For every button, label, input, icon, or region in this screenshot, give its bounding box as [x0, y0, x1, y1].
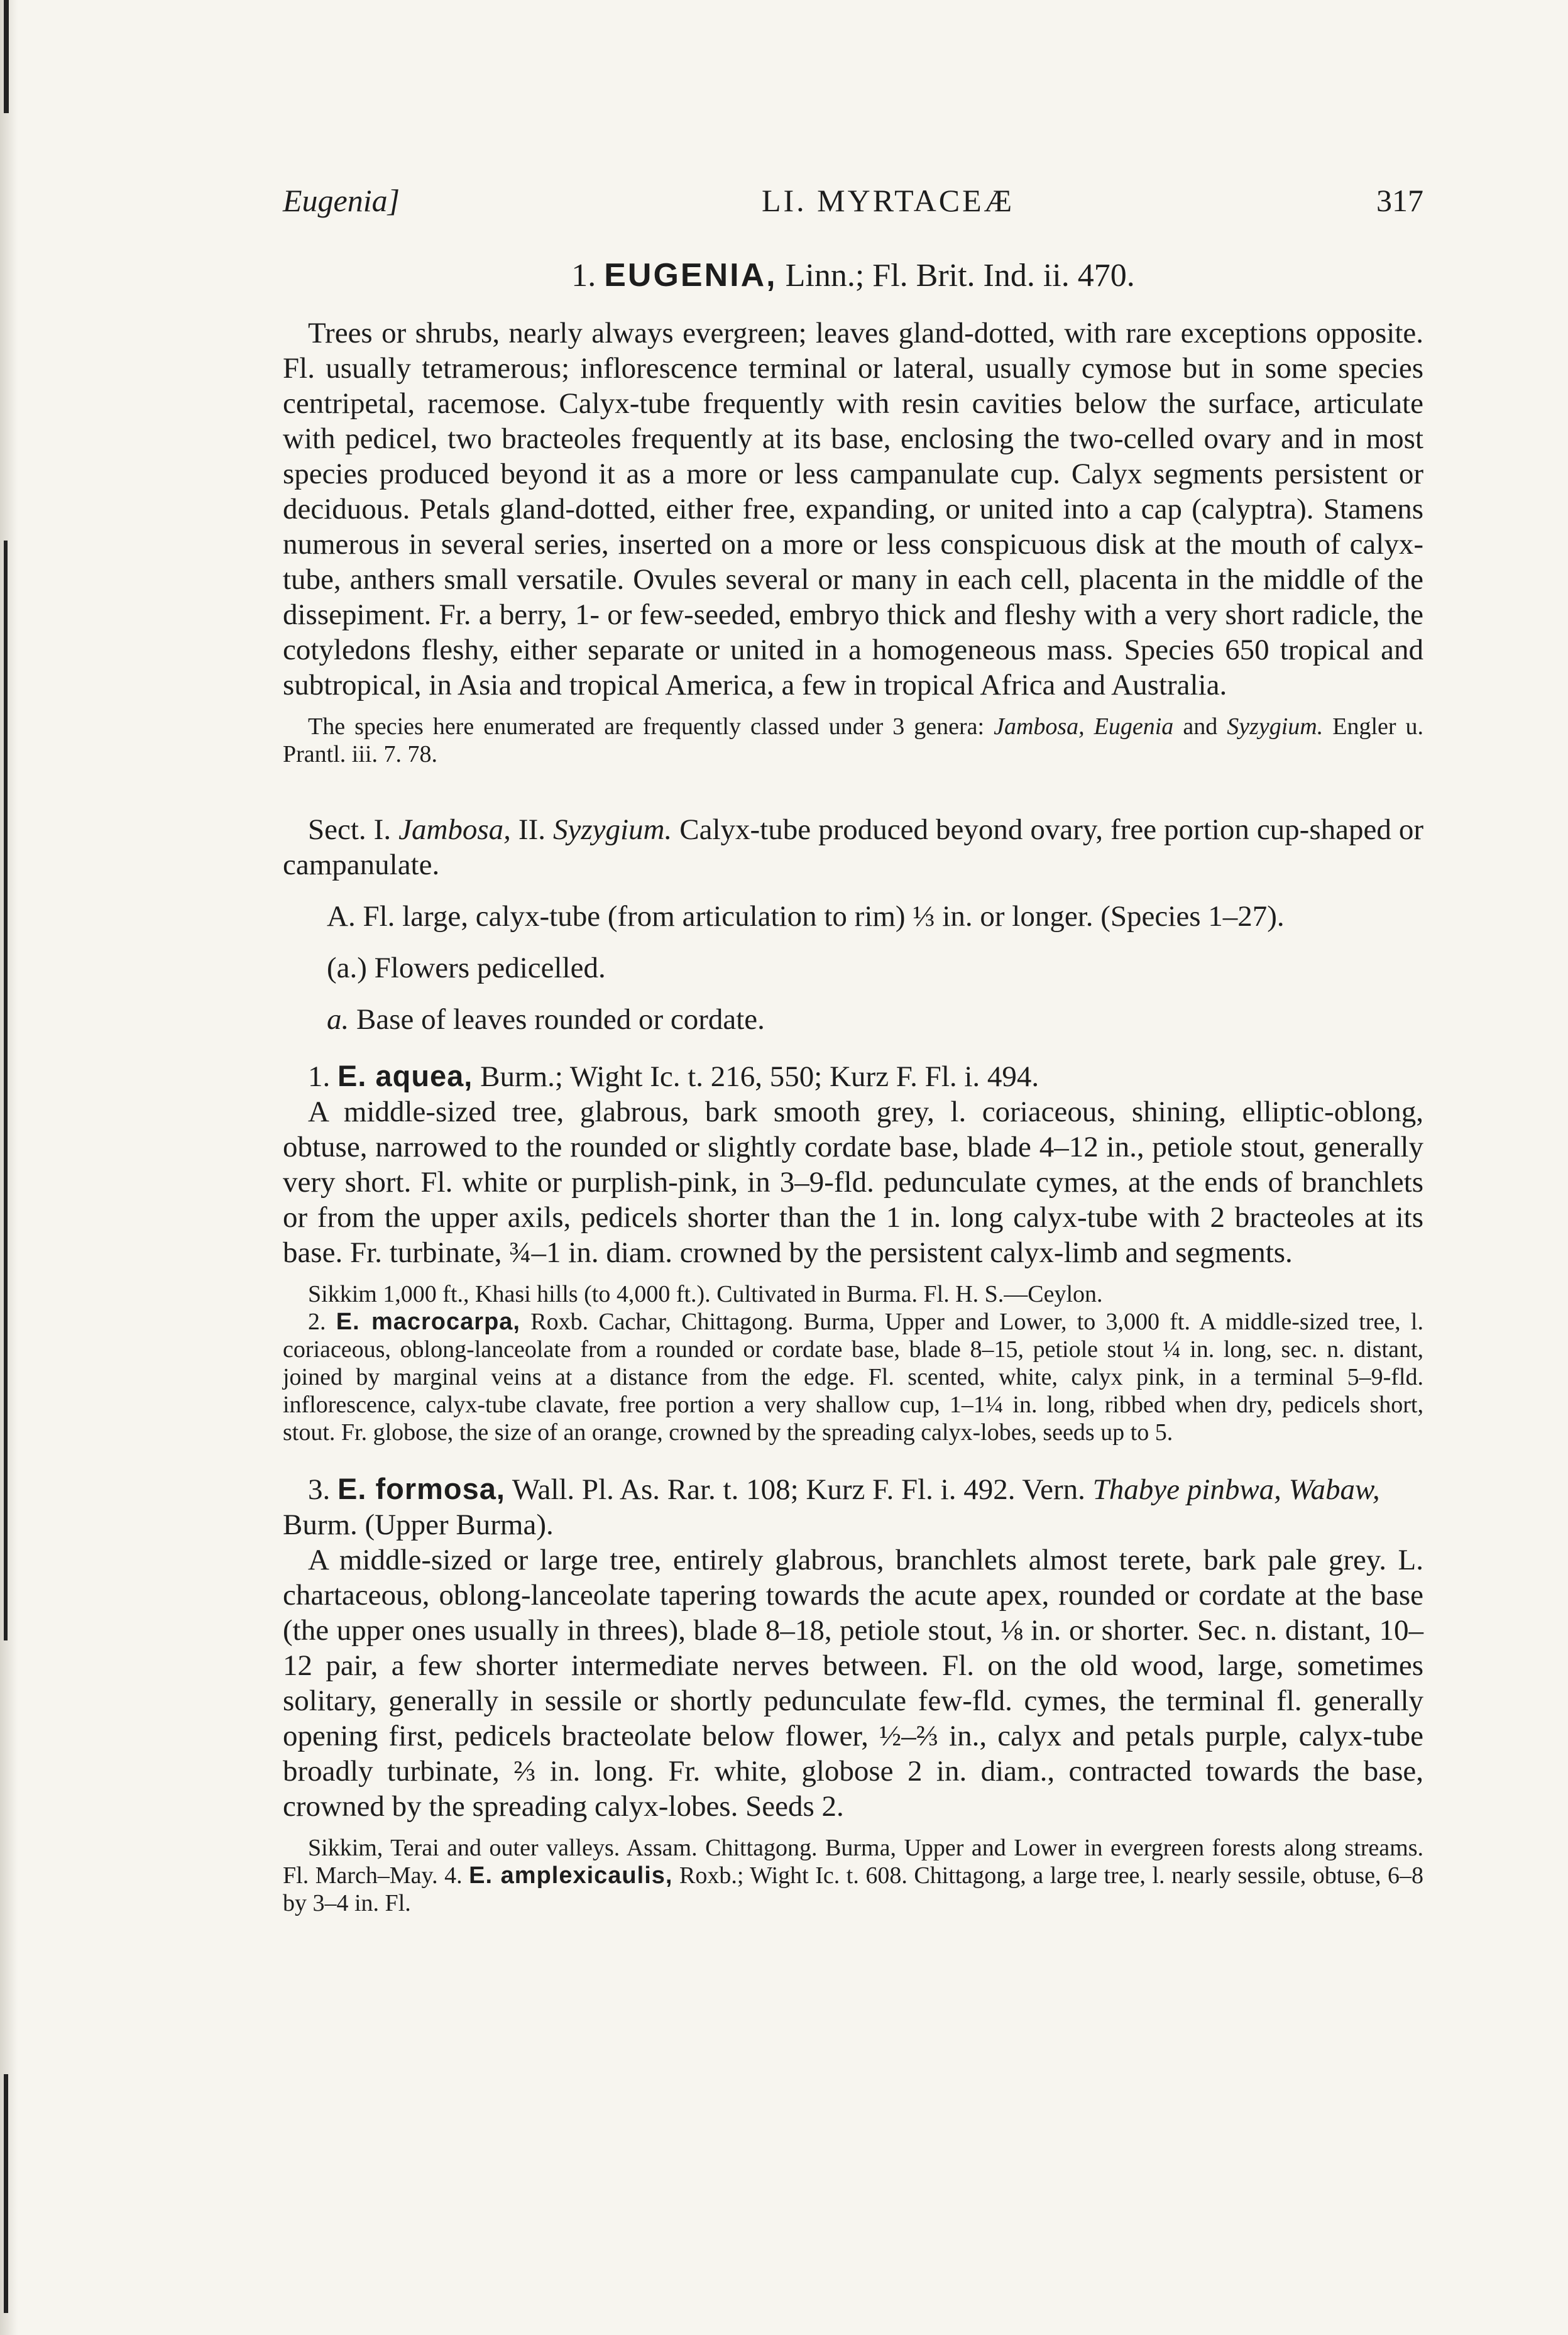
page	[283, 182, 1423, 1917]
species-1-heading: 1. E. aquea, Burm.; Wight Ic. t. 216, 550; Kurz F. Fl. i. 494.	[308, 1059, 1039, 1093]
genus-heading	[283, 256, 1423, 294]
header-left: Eugenia]	[283, 183, 400, 218]
species-1-distribution: Sikkim 1,000 ft., Khasi hills (to 4,000 ft.). Cultivated in Burma. Fl. H. S.—Ceylon.	[308, 1281, 1103, 1307]
genus-note: The species here enumerated are frequently classed under 3 genera: Jambosa, Eugenia and Syzygium. Engler u. Prantl. iii. 7. 78.	[283, 713, 1424, 767]
species-2-entry: 2. E. macrocarpa, Roxb. Cachar, Chittagong. Burma, Upper and Lower, to 3,000 ft. A middle-sized tree, l. coriaceous, oblong-lanceolate from a rounded or cordate base, blade 8–15, petiole stout ¼ in. long, sec. n. distant, joined by marginal veins at a distance from the edge. Fl. scented, white, calyx pink, in a terminal 5–9-fld. inflorescence, calyx-tube clavate, free portion a very shallow cup, 1–1¼ in. long, ribbed when dry, pedicels short, stout. Fr. globose, the size of an orange, crowned by the spreading calyx-lobes, seeds up to 5.	[283, 1309, 1423, 1446]
binding-mark	[4, 2074, 8, 2313]
genus-description: Trees or shrubs, nearly always evergreen; leaves gland-dotted, with rare exceptions opposite. Fl. usually tetramerous; inflorescence terminal or lateral, usually cymose but in some species centripetal, racemose. Calyx-tube frequently with resin cavities below the surface, articulate with pedicel, two bracteoles frequently at its base, enclosing the two-celled ovary and in most species produced beyond it as a more or less campanulate cup. Calyx segments persistent or deciduous. Petals gland-dotted, either free, expanding, or united into a cap (calyptra). Stamens numerous in several series, inserted on a more or less conspicuous disk at the mouth of calyx-tube, anthers small versatile. Ovules several or many in each cell, placenta in the middle of the dissepiment. Fr. a berry, 1- or few-seeded, embryo thick and fleshy with a very short radicle, the cotyledons fleshy, either separate or united in a homogeneous mass. Species 650 tropical and subtropical, in Asia and tropical America, a few in tropical Africa and Australia.	[283, 317, 1423, 701]
species-1-description: A middle-sized tree, glabrous, bark smooth grey, l. coriaceous, shining, elliptic-oblong, obtuse, narrowed to the rounded or slightly cordate base, blade 4–12 in., petiole stout, generally very short. Fl. white or purplish-pink, in 3–9-fld. pedunculate cymes, at the ends of branchlets or from the upper axils, pedicels shorter than the 1 in. long calyx-tube with 2 bracteoles at its base. Fr. turbinate, ¾–1 in. diam. crowned by the persistent calyx-limb and segments.	[283, 1096, 1423, 1269]
species-3-heading: 3. E. formosa, Wall. Pl. As. Rar. t. 108; Kurz F. Fl. i. 492. Vern. Thabye pinbwa, Wabaw, Burm. (Upper Burma).	[283, 1472, 1380, 1541]
binding-mark	[4, 541, 8, 1640]
binding-mark	[4, 0, 9, 113]
genus-authority: Linn.; Fl. Brit. Ind. ii. 470.	[785, 258, 1135, 294]
key-a: A. Fl. large, calyx-tube (from articulation to rim) ⅓ in. or longer. (Species 1–27).	[327, 900, 1285, 933]
header-family: LI. MYRTACEÆ	[761, 183, 1015, 218]
key-a-letter: a. Base of leaves rounded or cordate.	[327, 1003, 765, 1036]
species-3-distribution: Sikkim, Terai and outer valleys. Assam. Chittagong. Burma, Upper and Lower in evergreen forests along streams. Fl. March–May. 4. E. amplexicaulis, Roxb.; Wight Ic. t. 608. Chittagong, a large tree, l. nearly sessile, obtuse, 6–8 by 3–4 in. Fl.	[283, 1835, 1424, 1916]
genus-number: 1.	[571, 258, 596, 294]
running-header	[283, 182, 1423, 219]
key-a-paren: (a.) Flowers pedicelled.	[327, 952, 606, 984]
section-heading: Sect. I. Jambosa, II. Syzygium. Calyx-tube produced beyond ovary, free portion cup-shaped or campanulate.	[283, 813, 1423, 881]
species-3-description: A middle-sized or large tree, entirely glabrous, branchlets almost terete, bark pale grey. L. chartaceous, oblong-lanceolate tapering towards the acute apex, rounded or cordate at the base (the upper ones usually in threes), blade 8–18, petiole stout, ⅛ in. or shorter. Sec. n. distant, 10–12 pair, a few shorter intermediate nerves between. Fl. on the old wood, large, sometimes solitary, generally in sessile or shortly pedunculate few-fld. cymes, the terminal fl. generally opening first, pedicels bracteolate below flower, ½–⅔ in., calyx and petals purple, calyx-tube broadly turbinate, ⅔ in. long. Fr. white, globose 2 in. diam., contracted towards the base, crowned by the spreading calyx-lobes. Seeds 2.	[283, 1544, 1423, 1823]
scan-edge	[0, 0, 18, 2335]
page-number: 317	[1376, 183, 1423, 218]
genus-name: EUGENIA,	[604, 257, 777, 294]
